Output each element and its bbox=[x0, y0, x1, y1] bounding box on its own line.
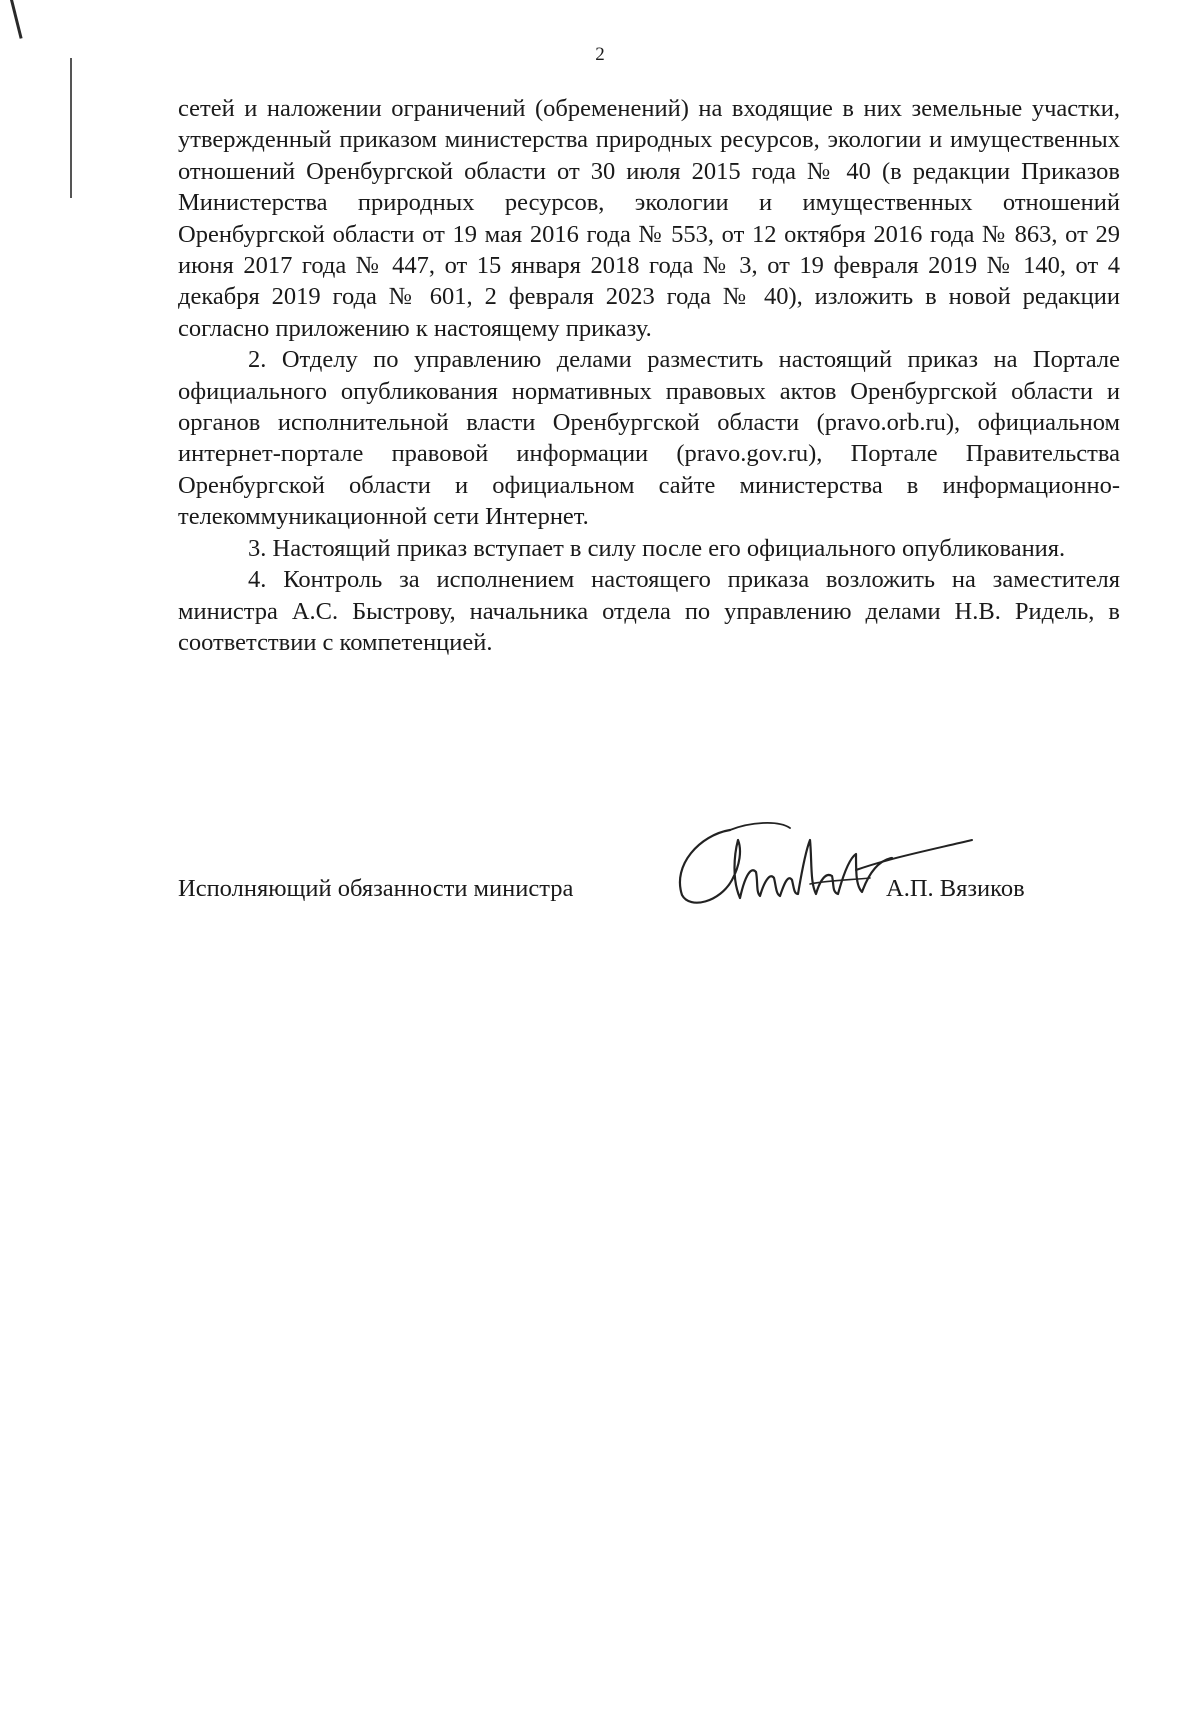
paragraph-item-3: 3. Настоящий приказ вступает в силу после его официального опубликования. bbox=[248, 534, 1066, 562]
page-number: 2 bbox=[595, 44, 605, 65]
signatory-position: Исполняющий обязанности министра bbox=[178, 875, 574, 902]
scan-margin-line bbox=[70, 58, 72, 198]
signature-block bbox=[178, 873, 1120, 913]
paragraph-item-2: 2. Отделу по управлению делами разместить настоящий приказ на Портале официального опубликования нормативных правовых актов Оренбургской области и органов исполнительной власти Оренбургской области (pravo.orb.ru), официальном интернет-портале правовой информации (pravo.gov.ru), Портале Правительства Оренбургской области и официальном сайте министерства в информационно-телекоммуникационной сети Интернет. bbox=[178, 346, 1120, 531]
document-body bbox=[178, 93, 1120, 658]
paragraph-continuation: сетей и наложении ограничений (обременений) на входящие в них земельные участки, утвержденный приказом министерства природных ресурсов, экологии и имущественных отношений Оренбургской области от 30 июля 2015 года № 40 (в редакции Приказов Министерства природных ресурсов, экологии и имущественных отношений Оренбургской области от 19 мая 2016 года № 553, от 12 октября 2016 года № 863, от 29 июня 2017 года № 447, от 15 января 2018 года № 3, от 19 февраля 2019 № 140, от 4 декабря 2019 года № 601, 2 февраля 2023 года № 40), изложить в новой редакции согласно приложению к настоящему приказу. bbox=[178, 95, 1120, 342]
signatory-name: А.П. Вязиков bbox=[886, 875, 1025, 902]
paragraph-item-4: 4. Контроль за исполнением настоящего приказа возложить на заместителя министра А.С. Быстрову, начальника отдела по управлению делами Н.В. Ридель, в соответствии с компетенцией. bbox=[178, 566, 1120, 656]
scan-edge-mark bbox=[10, 0, 23, 39]
